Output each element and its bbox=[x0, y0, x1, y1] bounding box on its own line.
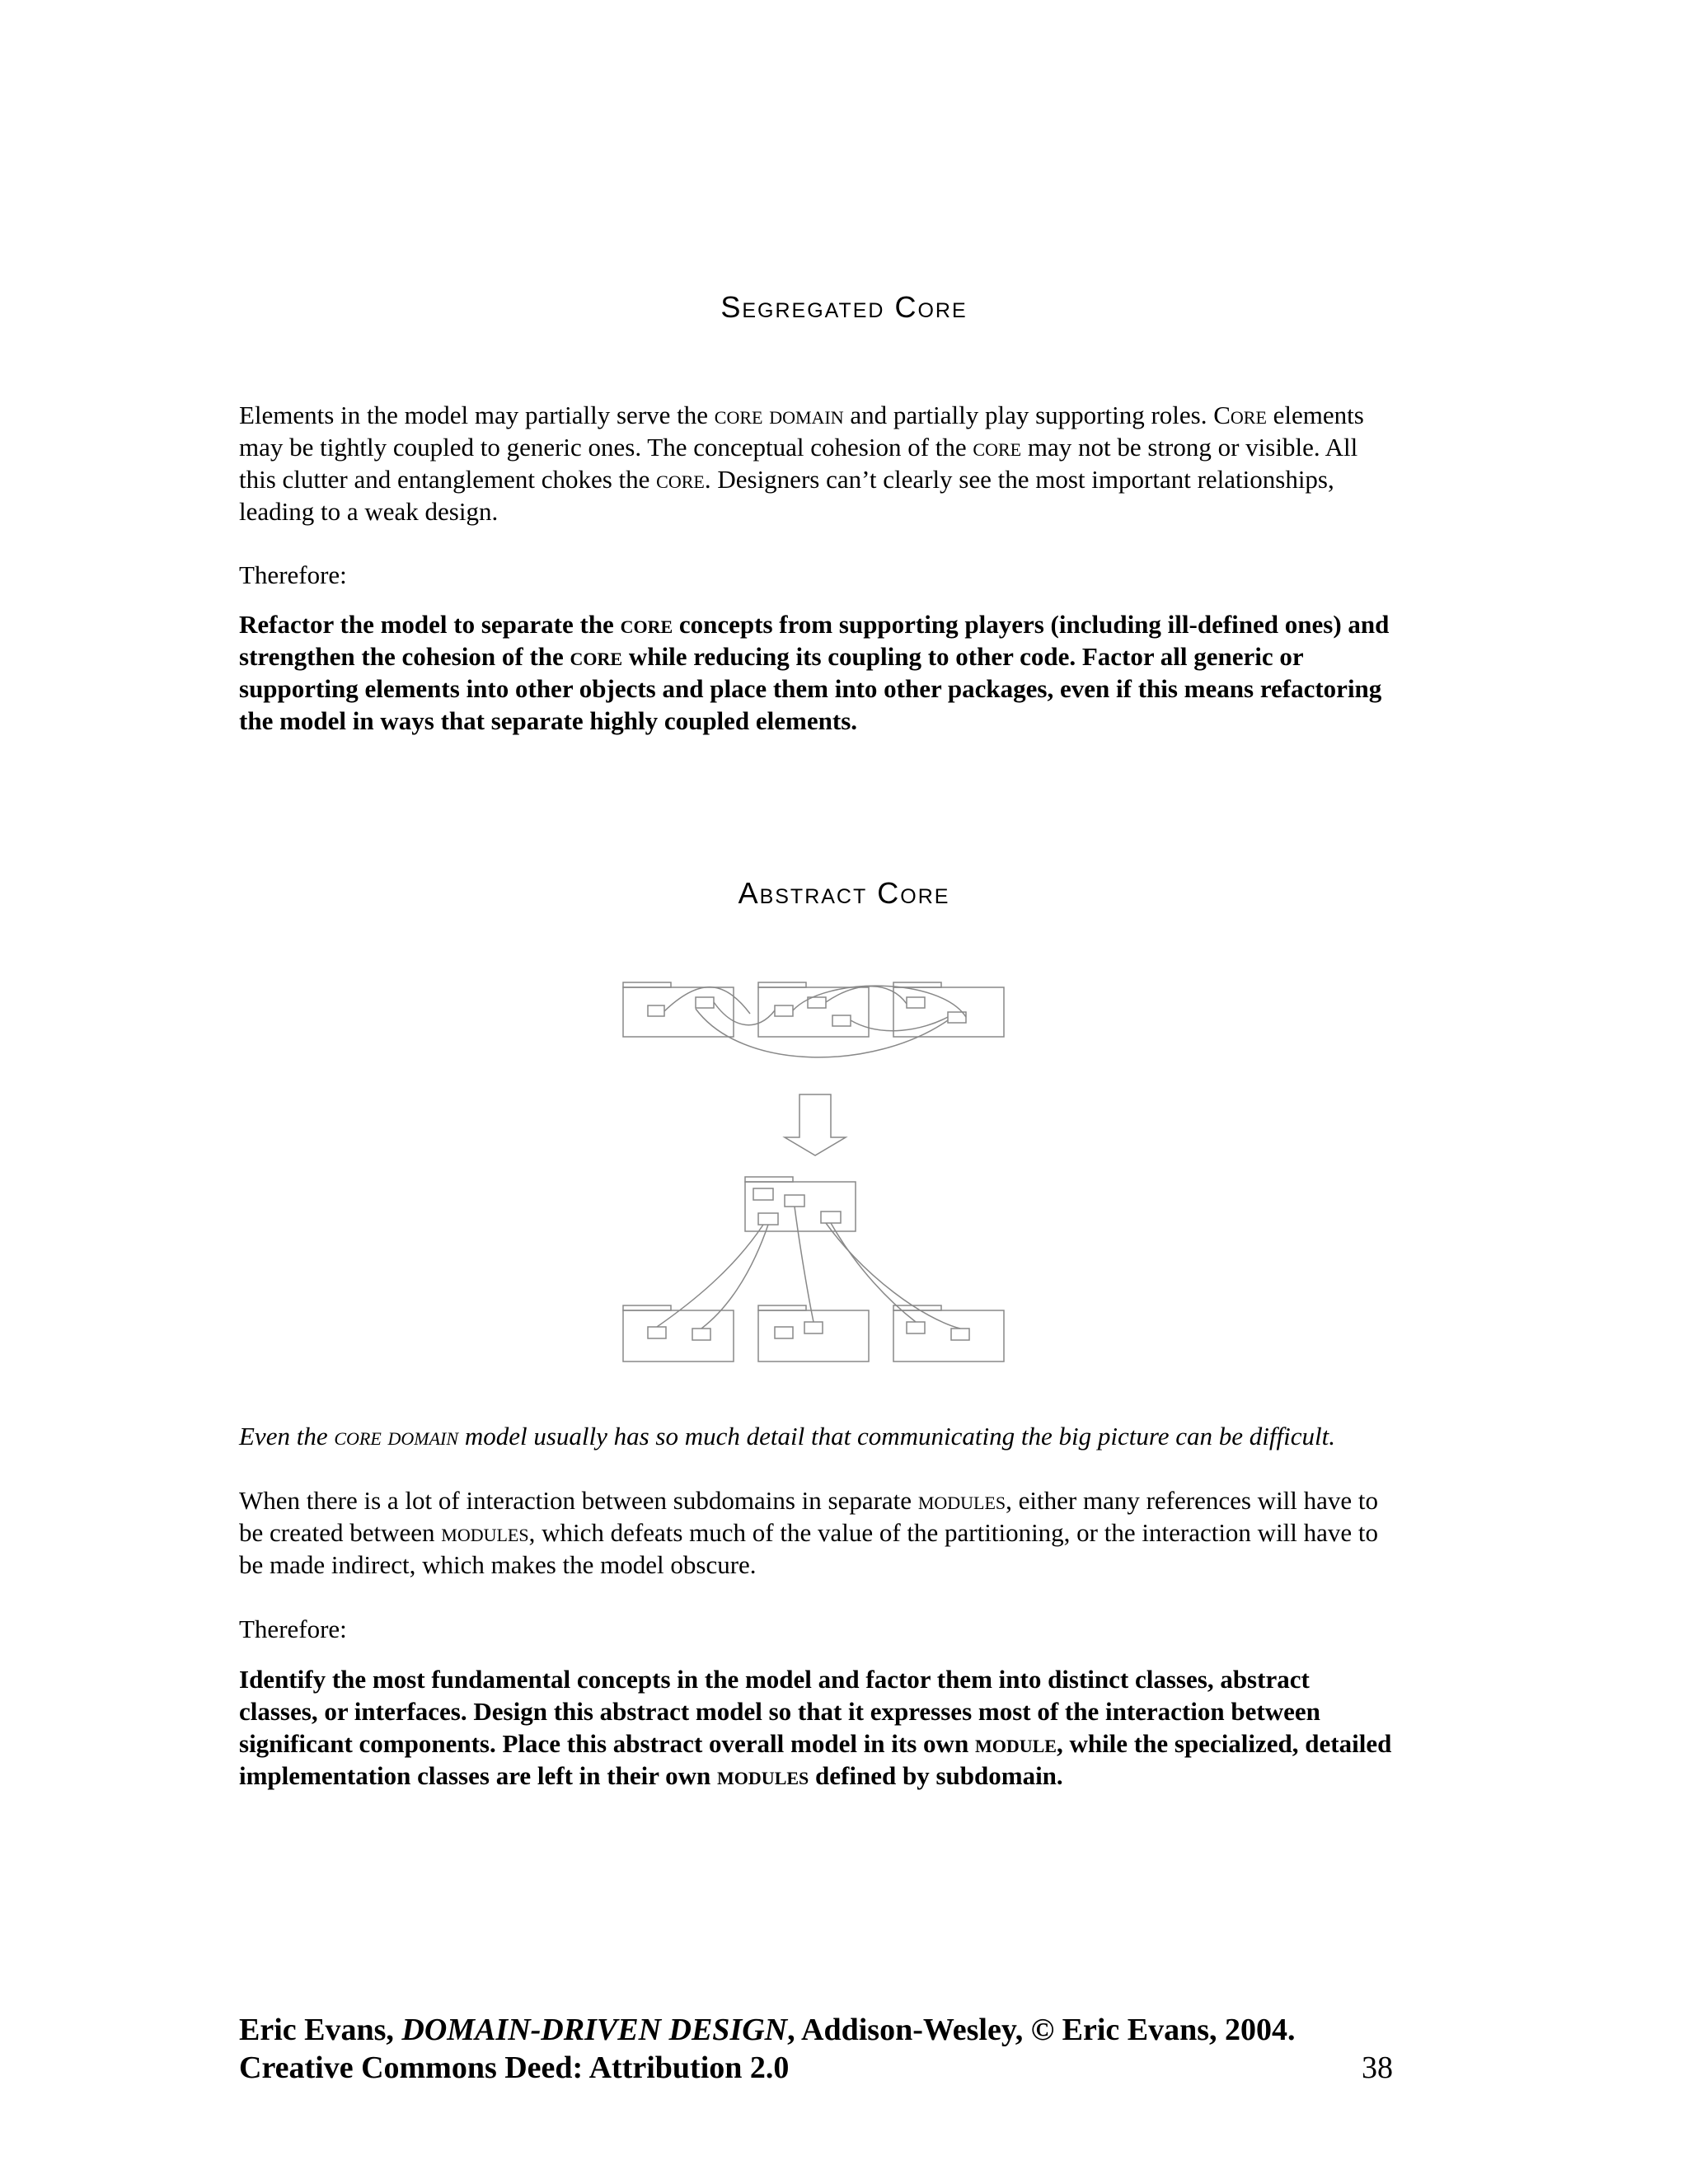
text-run: Refactor the model to separate the bbox=[239, 610, 621, 639]
core-connector bbox=[657, 1225, 763, 1327]
therefore-label: Therefore: bbox=[239, 1615, 347, 1643]
package-bottom-right bbox=[893, 1305, 1004, 1361]
down-arrow-icon bbox=[785, 1094, 846, 1155]
text-run: while reducing its coupling to other code. Factor all generic or supporting elements into other objects and place them into other packages, even if this means refactoring the model in ways that separate highly coupled elements. bbox=[239, 642, 1382, 735]
core-connector bbox=[831, 1223, 916, 1322]
text-run: concepts from supporting players (including ill-defined ones) and strengthen the cohesion of the bbox=[239, 610, 1390, 671]
text-run: Identify the most fundamental concepts in the model and factor them into distinct classes, abstract classes, or interfaces. Design this abstract model so that it expresses most of the interaction between significant components. Place this abstract overall model in its own bbox=[239, 1665, 1320, 1758]
text-run: Even the bbox=[239, 1422, 335, 1451]
therefore-label: Therefore: bbox=[239, 560, 347, 589]
text-run: , either many references will have to be created between bbox=[239, 1486, 1379, 1547]
term-module: module bbox=[974, 1729, 1057, 1758]
tangled-connector bbox=[714, 1002, 775, 1025]
text-run: may not be strong or visible. All this clutter and entanglement chokes the bbox=[239, 433, 1358, 494]
abstract-core-solution-paragraph bbox=[239, 1663, 1393, 1792]
text-run: , which defeats much of the value of the partitioning, or the interaction will have to be made indirect, which makes the model obscure. bbox=[239, 1518, 1379, 1579]
package-abstract-core bbox=[745, 1177, 856, 1231]
tangled-connector bbox=[664, 987, 750, 1014]
text-run: model usually has so much detail that communicating the big picture can be difficult. bbox=[458, 1422, 1335, 1451]
text-run: , while the specialized, detailed implementation classes are left in their own bbox=[239, 1729, 1392, 1790]
tangled-connector bbox=[793, 986, 966, 1017]
text-run: When there is a lot of interaction between subdomains in separate bbox=[239, 1486, 918, 1515]
term-core: core bbox=[620, 610, 673, 639]
term-modules: modules bbox=[441, 1518, 529, 1547]
term-core-domain: core domain bbox=[714, 401, 844, 429]
footer-book-title: DOMAIN-DRIVEN DESIGN bbox=[401, 2013, 788, 2047]
term-core: ore bbox=[1230, 401, 1267, 429]
text-run: . Designers can’t clearly see the most important relationships, leading to a weak design. bbox=[239, 465, 1334, 526]
abstract-core-problem-statement bbox=[239, 1420, 1393, 1452]
section-heading-abstract-core: Abstract Core bbox=[738, 876, 950, 910]
segregated-core-problem-paragraph bbox=[239, 399, 1393, 527]
text-run: elements may be tightly coupled to generic ones. The conceptual cohesion of the bbox=[239, 401, 1364, 462]
term-core: core bbox=[656, 465, 705, 494]
text-run: and partially play supporting roles. C bbox=[843, 401, 1231, 429]
section-heading-segregated-core: Segregated Core bbox=[720, 290, 968, 324]
package-top-right bbox=[893, 982, 1004, 1037]
page-number: 38 bbox=[1362, 2050, 1393, 2085]
footer-license: Creative Commons Deed: Attribution 2.0 bbox=[239, 2050, 790, 2085]
term-core: core bbox=[570, 642, 623, 671]
term-core-domain: core domain bbox=[334, 1422, 459, 1451]
package-top-left bbox=[623, 982, 734, 1037]
footer-citation bbox=[239, 2011, 1393, 2049]
term-modules: modules bbox=[717, 1761, 809, 1790]
footer-author: Eric Evans, bbox=[239, 2013, 402, 2047]
text-run: Elements in the model may partially serve the bbox=[239, 401, 715, 429]
page-footer bbox=[239, 2011, 1393, 2087]
text-run: defined by subdomain. bbox=[809, 1761, 1063, 1790]
package-bottom-middle bbox=[758, 1305, 869, 1361]
footer-publisher: , Addison-Wesley, © Eric Evans, 2004. bbox=[787, 2013, 1296, 2047]
core-connector bbox=[795, 1207, 814, 1322]
package-top-middle bbox=[758, 982, 869, 1037]
abstract-core-problem-paragraph bbox=[239, 1484, 1393, 1581]
segregated-core-solution-paragraph bbox=[239, 608, 1393, 737]
term-core: core bbox=[973, 433, 1022, 462]
term-modules: modules bbox=[917, 1486, 1006, 1515]
abstract-core-diagram bbox=[610, 972, 1022, 1385]
